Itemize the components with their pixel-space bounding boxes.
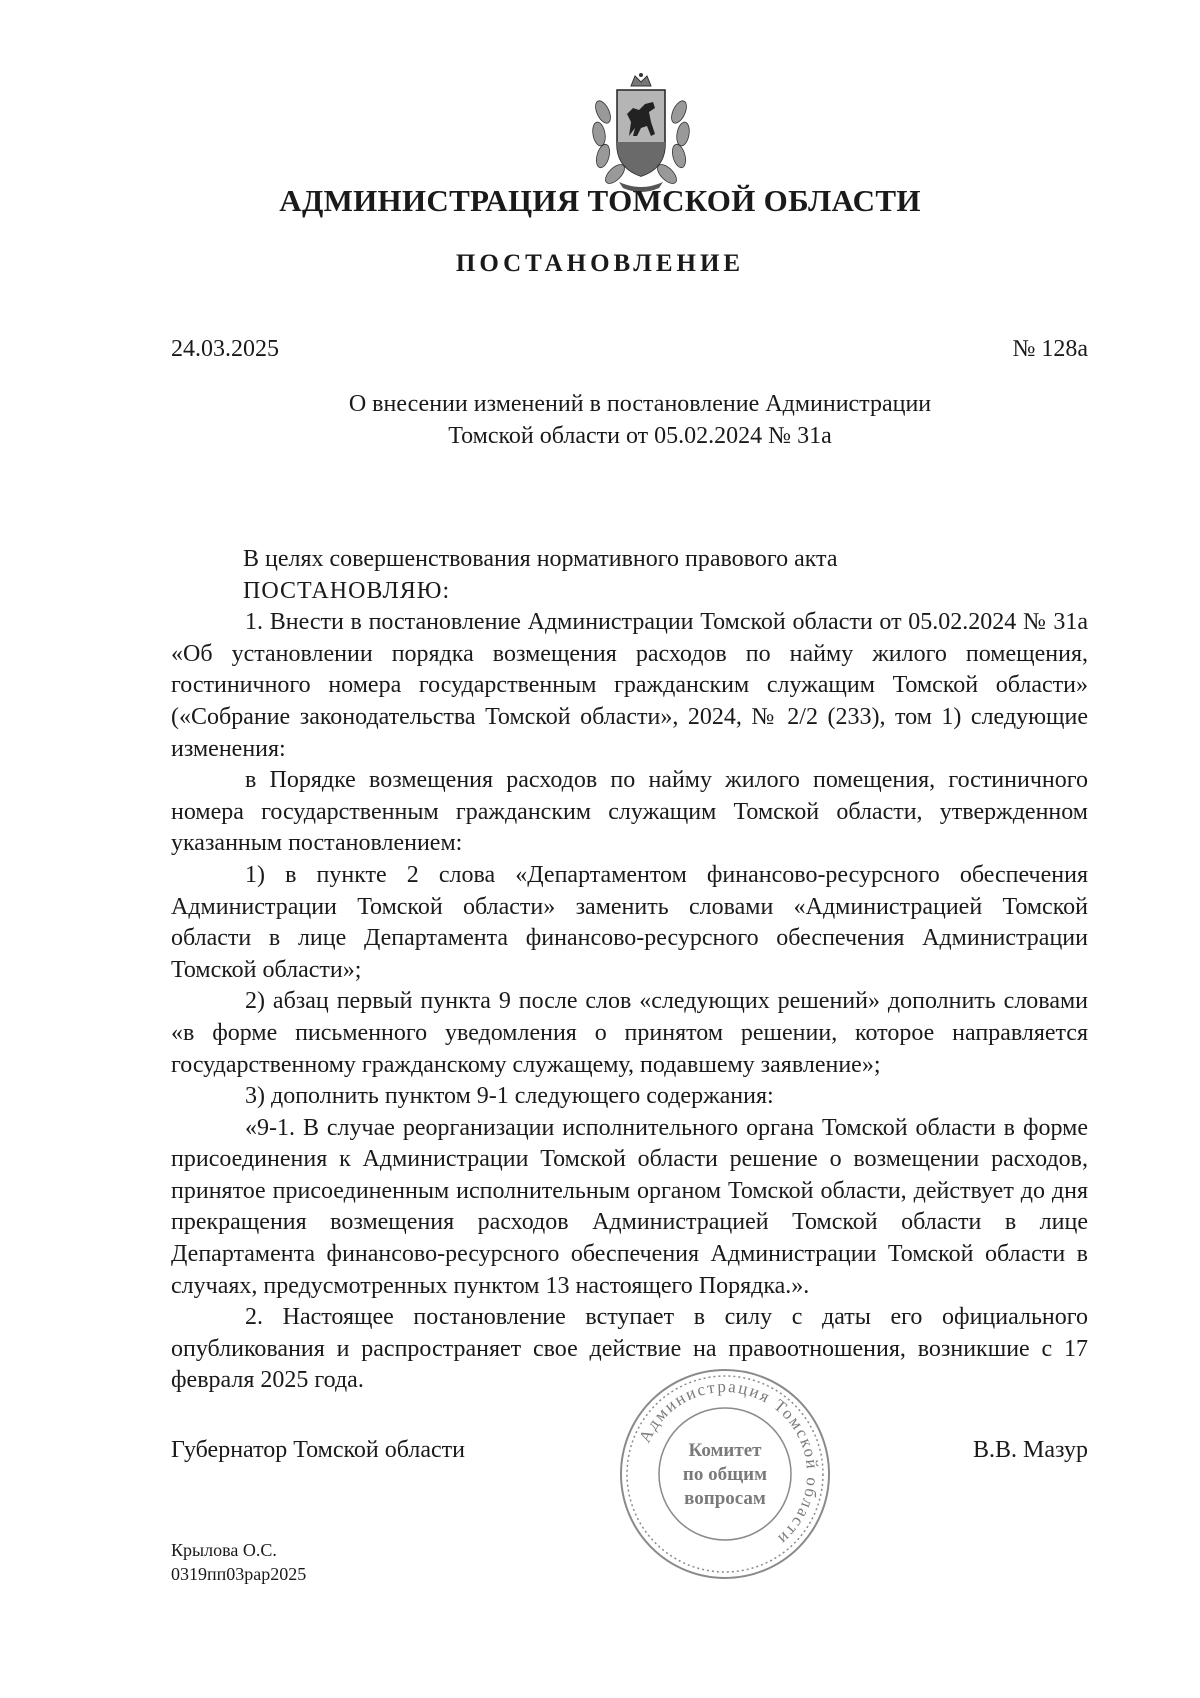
resolve-word: ПОСТАНОВЛЯЮ: <box>243 577 451 604</box>
item-2: 2. Настоящее постановление вступает в силу с даты его официального опубликования и распространяет свое действие на правоотношения, возникшие с 17 февраля 2025 года. <box>171 1304 1088 1394</box>
document-number: № 128а <box>1012 336 1088 362</box>
item-1-intro: в Порядке возмещения расходов по найму жилого помещения, гостиничного номера государственным гражданским служащим Томской области, утвержденном указанным постановлением: <box>171 767 1088 857</box>
item-1: 1. Внести в постановление Администрации Томской области от 05.02.2024 № 31а «Об установлении порядка возмещения расходов по найму жилого помещения, гостиничного номера государственным гражданским служащим Томской области» («Собрание законодательства Томской области», 2024, № 2/2 (233), том 1) следующие изменения: <box>171 609 1088 762</box>
stamp-line-3: вопросам <box>684 1488 766 1509</box>
official-stamp <box>615 1364 835 1584</box>
signer-name: В.В. Мазур <box>973 1437 1088 1463</box>
document-date: 24.03.2025 <box>171 336 279 362</box>
subitem-3: 3) дополнить пунктом 9-1 следующего содержания: <box>245 1083 774 1110</box>
executor-name: Крылова О.С. <box>171 1540 277 1560</box>
stamp-ring-text: Администрация Томской области <box>635 1376 823 1550</box>
signer-role: Губернатор Томской области <box>171 1437 465 1463</box>
tomsk-coat-of-arms-icon <box>583 72 699 192</box>
subitem-1: 1) в пункте 2 слова «Департаментом финансово-ресурсного обеспечения Администрации Томской области» заменить словами «Администрацией Томской области в лице Департамента финансово-ресурсного обеспечения Администрации Томской области»; <box>171 861 1088 983</box>
subitem-3-text: «9-1. В случае реорганизации исполнительного органа Томской области в форме присоединения к Администрации Томской области решение о возмещении расходов, принятое присоединенным исполнительным органом Томской области, действует до дня прекращения возмещения расходов Администрацией Томской области в лице Департамента финансово-ресурсного обеспечения Администрации Томской области в случаях, предусмотренных пунктом 13 настоящего Порядка.». <box>171 1114 1088 1299</box>
stamp-line-1: Комитет <box>688 1440 762 1461</box>
document-body <box>171 544 1088 1397</box>
subitem-2: 2) абзац первый пункта 9 после слов «следующих решений» дополнить словами «в форме письменного уведомления о принятом решении, которое направляется государственному гражданскому служащему, подавшему заявление»; <box>171 988 1088 1078</box>
stamp-line-2: по общим <box>682 1464 768 1485</box>
document-type: ПОСТАНОВЛЕНИЕ <box>455 250 745 277</box>
subject-line-2: Томской области от 05.02.2024 № 31а <box>448 423 832 449</box>
document-code: 0319пп03рар2025 <box>171 1564 307 1584</box>
preamble: В целях совершенствования нормативного правового акта <box>243 546 838 572</box>
organization-title: АДМИНИСТРАЦИЯ ТОМСКОЙ ОБЛАСТИ <box>279 183 921 218</box>
subject-line-1: О внесении изменений в постановление Администрации <box>348 391 932 417</box>
